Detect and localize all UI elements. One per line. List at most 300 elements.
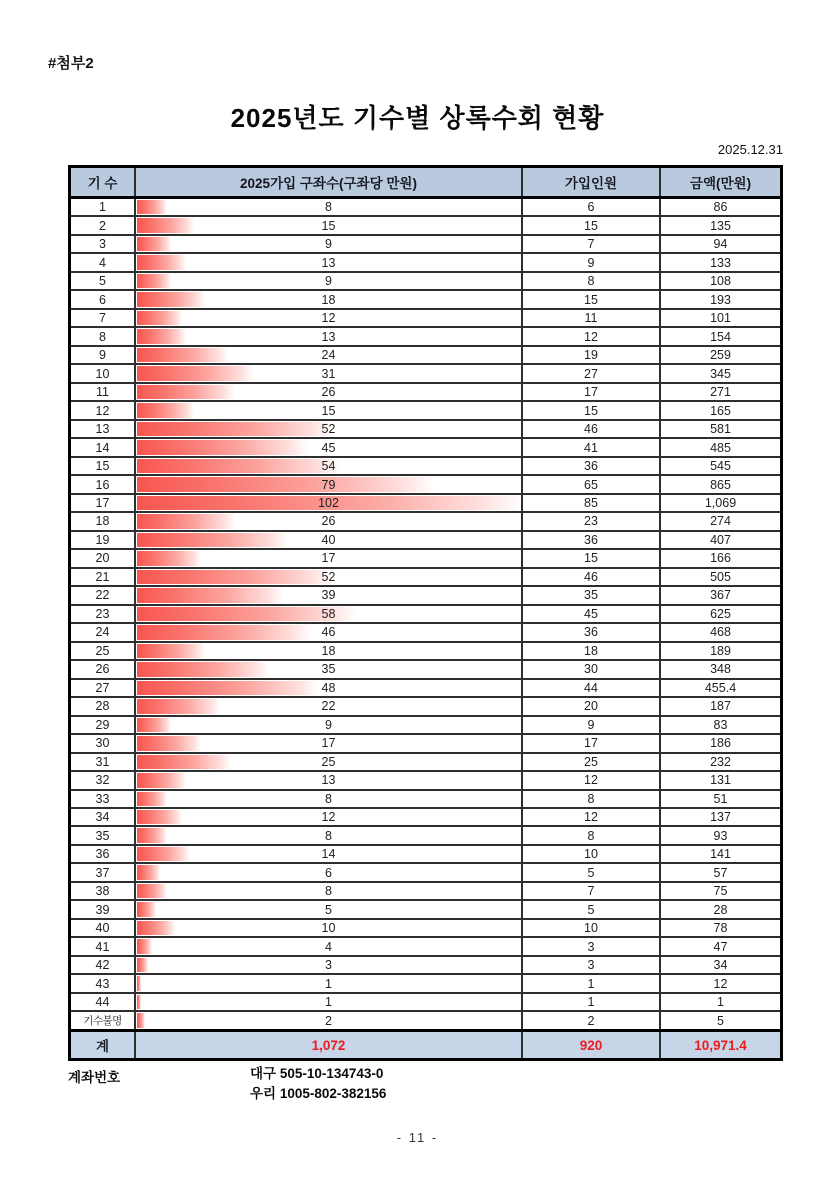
accounts-value: 45 bbox=[321, 440, 336, 455]
accounts-cell bbox=[136, 495, 523, 511]
total-members: 920 bbox=[523, 1032, 661, 1058]
table-row bbox=[71, 994, 780, 1012]
accounts-cell bbox=[136, 569, 523, 585]
members-cell: 36 bbox=[523, 458, 661, 474]
accounts-cell bbox=[136, 550, 523, 566]
members-cell: 45 bbox=[523, 606, 661, 622]
amount-cell: 367 bbox=[710, 588, 731, 603]
accounts-value: 9 bbox=[325, 274, 332, 289]
accounts-bar bbox=[137, 681, 318, 695]
members-cell: 8 bbox=[523, 273, 661, 289]
amount-cell: 108 bbox=[710, 274, 731, 289]
table-row bbox=[71, 439, 780, 457]
accounts-bar bbox=[137, 847, 190, 861]
accounts-value: 40 bbox=[321, 532, 336, 547]
amount-cell: 34 bbox=[713, 958, 728, 973]
members-cell: 1 bbox=[523, 975, 661, 991]
members-cell: 35 bbox=[523, 587, 661, 603]
class-number-cell: 44 bbox=[71, 994, 136, 1010]
table-row bbox=[71, 273, 780, 291]
members-cell: 12 bbox=[523, 772, 661, 788]
table-row bbox=[71, 827, 780, 845]
accounts-value: 9 bbox=[325, 717, 332, 732]
table-row bbox=[71, 236, 780, 254]
table-row bbox=[71, 310, 780, 328]
members-cell: 9 bbox=[523, 254, 661, 270]
class-number-cell: 30 bbox=[71, 735, 136, 751]
accounts-cell bbox=[136, 698, 523, 714]
accounts-bar bbox=[137, 625, 311, 639]
class-number-cell: 34 bbox=[71, 809, 136, 825]
class-number-cell: 37 bbox=[71, 864, 136, 880]
header-amount: 금액(만원) bbox=[689, 176, 752, 191]
accounts-bar bbox=[137, 477, 435, 491]
table-row bbox=[71, 920, 780, 938]
amount-cell: 141 bbox=[710, 847, 731, 862]
accounts-value: 9 bbox=[325, 237, 332, 252]
members-cell: 7 bbox=[523, 883, 661, 899]
class-number-cell: 19 bbox=[71, 532, 136, 548]
account-numbers bbox=[250, 1064, 386, 1104]
accounts-value: 18 bbox=[321, 643, 336, 658]
amount-cell: 271 bbox=[710, 385, 731, 400]
accounts-bar bbox=[137, 921, 175, 935]
accounts-value: 12 bbox=[321, 311, 336, 326]
accounts-bar bbox=[137, 1013, 145, 1027]
amount-cell: 259 bbox=[710, 348, 731, 363]
amount-cell: 57 bbox=[713, 865, 728, 880]
accounts-value: 8 bbox=[325, 791, 332, 806]
table-row bbox=[71, 365, 780, 383]
amount-cell: 581 bbox=[710, 422, 731, 437]
accounts-value: 26 bbox=[321, 514, 336, 529]
amount-cell: 274 bbox=[710, 514, 731, 529]
members-cell: 5 bbox=[523, 901, 661, 917]
accounts-cell bbox=[136, 476, 523, 492]
accounts-bar bbox=[137, 995, 141, 1009]
accounts-bar bbox=[137, 570, 333, 584]
accounts-bar bbox=[137, 255, 186, 269]
table-row bbox=[71, 864, 780, 882]
accounts-cell bbox=[136, 273, 523, 289]
table-row bbox=[71, 698, 780, 716]
accounts-cell bbox=[136, 291, 523, 307]
accounts-value: 6 bbox=[325, 865, 332, 880]
members-cell: 19 bbox=[523, 347, 661, 363]
accounts-bar bbox=[137, 865, 160, 879]
amount-cell: 345 bbox=[710, 366, 731, 381]
class-number-cell: 35 bbox=[71, 827, 136, 843]
accounts-cell bbox=[136, 957, 523, 973]
accounts-cell bbox=[136, 864, 523, 880]
amount-cell: 232 bbox=[710, 754, 731, 769]
class-number-cell: 40 bbox=[71, 920, 136, 936]
accounts-bar bbox=[137, 385, 235, 399]
members-cell: 10 bbox=[523, 920, 661, 936]
accounts-value: 15 bbox=[321, 403, 336, 418]
amount-cell: 468 bbox=[710, 625, 731, 640]
amount-cell: 187 bbox=[710, 699, 731, 714]
members-cell: 11 bbox=[523, 310, 661, 326]
accounts-bar bbox=[137, 792, 167, 806]
amount-cell: 28 bbox=[713, 902, 728, 917]
class-number-cell: 20 bbox=[71, 550, 136, 566]
accounts-cell bbox=[136, 347, 523, 363]
accounts-bar bbox=[137, 958, 148, 972]
account-number-label: 계좌번호 bbox=[68, 1070, 121, 1085]
accounts-cell bbox=[136, 365, 523, 381]
accounts-value: 17 bbox=[321, 551, 336, 566]
amount-cell: 135 bbox=[710, 218, 731, 233]
amount-cell: 78 bbox=[713, 921, 728, 936]
accounts-cell bbox=[136, 328, 523, 344]
accounts-bar bbox=[137, 644, 205, 658]
class-number-cell: 기수불명 bbox=[71, 1012, 136, 1028]
table-header-row bbox=[71, 168, 780, 199]
members-cell: 23 bbox=[523, 513, 661, 529]
class-number-cell: 8 bbox=[71, 328, 136, 344]
class-number-cell: 41 bbox=[71, 938, 136, 954]
accounts-value: 15 bbox=[321, 218, 336, 233]
accounts-bar bbox=[137, 939, 152, 953]
members-cell: 27 bbox=[523, 365, 661, 381]
members-cell: 17 bbox=[523, 735, 661, 751]
table-row bbox=[71, 624, 780, 642]
accounts-value: 52 bbox=[321, 569, 336, 584]
accounts-cell bbox=[136, 717, 523, 733]
table-row bbox=[71, 254, 780, 272]
class-number-cell: 28 bbox=[71, 698, 136, 714]
accounts-value: 31 bbox=[321, 366, 336, 381]
amount-cell: 75 bbox=[713, 884, 728, 899]
class-number-cell: 5 bbox=[71, 273, 136, 289]
class-number-cell: 15 bbox=[71, 458, 136, 474]
class-number-cell: 27 bbox=[71, 680, 136, 696]
table-total-row bbox=[71, 1029, 780, 1058]
class-number-cell: 22 bbox=[71, 587, 136, 603]
accounts-cell bbox=[136, 809, 523, 825]
accounts-value: 2 bbox=[325, 1013, 332, 1028]
accounts-bar bbox=[137, 366, 254, 380]
table-row bbox=[71, 809, 780, 827]
amount-cell: 455.4 bbox=[704, 680, 737, 695]
amount-cell: 545 bbox=[710, 459, 731, 474]
accounts-bar bbox=[137, 514, 235, 528]
accounts-value: 39 bbox=[321, 588, 336, 603]
amount-cell: 166 bbox=[710, 551, 731, 566]
accounts-cell bbox=[136, 587, 523, 603]
accounts-bar bbox=[137, 736, 201, 750]
accounts-bar bbox=[137, 551, 201, 565]
amount-cell: 348 bbox=[710, 662, 731, 677]
total-label: 계 bbox=[71, 1032, 136, 1058]
table-row bbox=[71, 569, 780, 587]
table-row bbox=[71, 938, 780, 956]
members-cell: 65 bbox=[523, 476, 661, 492]
accounts-bar bbox=[137, 200, 167, 214]
accounts-cell bbox=[136, 384, 523, 400]
table-row bbox=[71, 957, 780, 975]
accounts-bar bbox=[137, 773, 186, 787]
accounts-value: 4 bbox=[325, 939, 332, 954]
accounts-cell bbox=[136, 975, 523, 991]
accounts-bar bbox=[137, 403, 194, 417]
accounts-value: 1 bbox=[325, 995, 332, 1010]
accounts-value: 46 bbox=[321, 625, 336, 640]
class-number-cell: 4 bbox=[71, 254, 136, 270]
table-row bbox=[71, 975, 780, 993]
table-row bbox=[71, 421, 780, 439]
table-row bbox=[71, 495, 780, 513]
accounts-value: 13 bbox=[321, 329, 336, 344]
members-cell: 12 bbox=[523, 328, 661, 344]
table-row bbox=[71, 347, 780, 365]
class-number-cell: 9 bbox=[71, 347, 136, 363]
table-row bbox=[71, 717, 780, 735]
accounts-bar bbox=[137, 699, 220, 713]
accounts-value: 18 bbox=[321, 292, 336, 307]
amount-cell: 625 bbox=[710, 606, 731, 621]
class-number-cell: 32 bbox=[71, 772, 136, 788]
table-row bbox=[71, 735, 780, 753]
class-number-cell: 33 bbox=[71, 791, 136, 807]
accounts-cell bbox=[136, 532, 523, 548]
accounts-cell bbox=[136, 643, 523, 659]
members-cell: 2 bbox=[523, 1012, 661, 1028]
accounts-value: 14 bbox=[321, 847, 336, 862]
accounts-cell bbox=[136, 199, 523, 215]
accounts-value: 58 bbox=[321, 606, 336, 621]
accounts-cell bbox=[136, 772, 523, 788]
accounts-cell bbox=[136, 624, 523, 640]
accounts-bar bbox=[137, 459, 341, 473]
accounts-value: 48 bbox=[321, 680, 336, 695]
accounts-cell bbox=[136, 791, 523, 807]
accounts-cell bbox=[136, 254, 523, 270]
members-cell: 8 bbox=[523, 827, 661, 843]
accounts-value: 79 bbox=[321, 477, 336, 492]
table-row bbox=[71, 587, 780, 605]
amount-cell: 1,069 bbox=[704, 495, 737, 510]
accounts-value: 102 bbox=[318, 495, 339, 510]
members-cell: 15 bbox=[523, 217, 661, 233]
accounts-cell bbox=[136, 938, 523, 954]
table-row bbox=[71, 901, 780, 919]
amount-cell: 47 bbox=[713, 939, 728, 954]
total-accounts: 1,072 bbox=[136, 1032, 523, 1058]
amount-cell: 189 bbox=[710, 643, 731, 658]
header-members: 가입인원 bbox=[523, 168, 661, 196]
accounts-bar bbox=[137, 311, 182, 325]
amount-cell: 83 bbox=[713, 717, 728, 732]
amount-cell: 12 bbox=[713, 976, 728, 991]
class-number-cell: 18 bbox=[71, 513, 136, 529]
members-cell: 7 bbox=[523, 236, 661, 252]
accounts-value: 8 bbox=[325, 200, 332, 215]
amount-cell: 133 bbox=[710, 255, 731, 270]
amount-cell: 186 bbox=[710, 736, 731, 751]
accounts-cell bbox=[136, 846, 523, 862]
accounts-value: 24 bbox=[321, 348, 336, 363]
amount-cell: 1 bbox=[717, 995, 724, 1010]
table-row bbox=[71, 1012, 780, 1028]
accounts-cell bbox=[136, 421, 523, 437]
table-row bbox=[71, 476, 780, 494]
table-row bbox=[71, 643, 780, 661]
table-body bbox=[71, 199, 780, 1029]
table-row bbox=[71, 791, 780, 809]
table-row bbox=[71, 772, 780, 790]
table-row bbox=[71, 550, 780, 568]
class-number-cell: 1 bbox=[71, 199, 136, 215]
members-cell: 15 bbox=[523, 550, 661, 566]
class-number-cell: 39 bbox=[71, 901, 136, 917]
accounts-cell bbox=[136, 920, 523, 936]
accounts-bar bbox=[137, 588, 284, 602]
accounts-bar bbox=[137, 662, 269, 676]
members-cell: 30 bbox=[523, 661, 661, 677]
amount-cell: 154 bbox=[710, 329, 731, 344]
members-cell: 10 bbox=[523, 846, 661, 862]
accounts-bar bbox=[137, 828, 167, 842]
table-row bbox=[71, 384, 780, 402]
amount-cell: 137 bbox=[710, 810, 731, 825]
amount-cell: 865 bbox=[710, 477, 731, 492]
accounts-value: 10 bbox=[321, 921, 336, 936]
members-cell: 36 bbox=[523, 532, 661, 548]
amount-cell: 93 bbox=[713, 828, 728, 843]
class-number-cell: 26 bbox=[71, 661, 136, 677]
members-cell: 41 bbox=[523, 439, 661, 455]
members-cell: 46 bbox=[523, 569, 661, 585]
account-number-woori: 우리 1005-802-382156 bbox=[250, 1086, 387, 1101]
accounts-bar bbox=[137, 292, 205, 306]
accounts-bar bbox=[137, 422, 333, 436]
accounts-value: 8 bbox=[325, 828, 332, 843]
accounts-cell bbox=[136, 661, 523, 677]
members-cell: 8 bbox=[523, 791, 661, 807]
class-number-cell: 38 bbox=[71, 883, 136, 899]
class-number-cell: 6 bbox=[71, 291, 136, 307]
accounts-bar bbox=[137, 440, 307, 454]
amount-cell: 5 bbox=[717, 1013, 724, 1028]
class-number-cell: 16 bbox=[71, 476, 136, 492]
amount-cell: 505 bbox=[710, 569, 731, 584]
total-amount: 10,971.4 bbox=[694, 1037, 747, 1053]
accounts-cell bbox=[136, 310, 523, 326]
class-number-cell: 11 bbox=[71, 384, 136, 400]
accounts-value: 1 bbox=[325, 976, 332, 991]
class-number-cell: 12 bbox=[71, 402, 136, 418]
accounts-cell bbox=[136, 236, 523, 252]
class-number-cell: 17 bbox=[71, 495, 136, 511]
table-row bbox=[71, 883, 780, 901]
members-cell: 36 bbox=[523, 624, 661, 640]
amount-cell: 94 bbox=[713, 237, 728, 252]
members-cell: 44 bbox=[523, 680, 661, 696]
class-number-cell: 29 bbox=[71, 717, 136, 733]
accounts-bar bbox=[137, 329, 186, 343]
table-row bbox=[71, 458, 780, 476]
class-number-cell: 14 bbox=[71, 439, 136, 455]
accounts-bar bbox=[137, 218, 194, 232]
accounts-cell bbox=[136, 402, 523, 418]
class-number-cell: 31 bbox=[71, 754, 136, 770]
accounts-value: 22 bbox=[321, 699, 336, 714]
class-number-cell: 3 bbox=[71, 236, 136, 252]
accounts-value: 17 bbox=[321, 736, 336, 751]
accounts-cell bbox=[136, 680, 523, 696]
class-number-cell: 43 bbox=[71, 975, 136, 991]
accounts-bar bbox=[137, 237, 171, 251]
members-cell: 15 bbox=[523, 402, 661, 418]
accounts-value: 52 bbox=[321, 422, 336, 437]
table-row bbox=[71, 513, 780, 531]
accounts-bar bbox=[137, 976, 141, 990]
members-cell: 25 bbox=[523, 754, 661, 770]
accounts-value: 13 bbox=[321, 773, 336, 788]
accounts-bar bbox=[137, 902, 156, 916]
class-number-cell: 24 bbox=[71, 624, 136, 640]
class-number-cell: 23 bbox=[71, 606, 136, 622]
accounts-cell bbox=[136, 754, 523, 770]
status-table bbox=[68, 165, 783, 1061]
account-number-daegu: 대구 505-10-134743-0 bbox=[250, 1066, 384, 1081]
members-cell: 20 bbox=[523, 698, 661, 714]
amount-cell: 193 bbox=[710, 292, 731, 307]
accounts-bar bbox=[137, 755, 231, 769]
members-cell: 9 bbox=[523, 717, 661, 733]
accounts-value: 5 bbox=[325, 902, 332, 917]
accounts-value: 35 bbox=[321, 662, 336, 677]
class-number-cell: 25 bbox=[71, 643, 136, 659]
accounts-cell bbox=[136, 217, 523, 233]
table-row bbox=[71, 217, 780, 235]
table-row bbox=[71, 402, 780, 420]
amount-cell: 86 bbox=[713, 200, 728, 215]
accounts-value: 8 bbox=[325, 884, 332, 899]
accounts-cell bbox=[136, 513, 523, 529]
members-cell: 3 bbox=[523, 957, 661, 973]
members-cell: 12 bbox=[523, 809, 661, 825]
accounts-bar bbox=[137, 884, 167, 898]
table-row bbox=[71, 846, 780, 864]
accounts-value: 26 bbox=[321, 385, 336, 400]
table-row bbox=[71, 754, 780, 772]
accounts-cell bbox=[136, 994, 523, 1010]
accounts-cell bbox=[136, 883, 523, 899]
table-row bbox=[71, 532, 780, 550]
members-cell: 15 bbox=[523, 291, 661, 307]
class-number-cell: 36 bbox=[71, 846, 136, 862]
amount-cell: 51 bbox=[713, 791, 728, 806]
class-number-cell: 13 bbox=[71, 421, 136, 437]
members-cell: 46 bbox=[523, 421, 661, 437]
members-cell: 5 bbox=[523, 864, 661, 880]
amount-cell: 101 bbox=[710, 311, 731, 326]
accounts-value: 12 bbox=[321, 810, 336, 825]
accounts-value: 3 bbox=[325, 958, 332, 973]
header-class-number: 기 수 bbox=[71, 168, 136, 196]
class-number-cell: 7 bbox=[71, 310, 136, 326]
table-row bbox=[71, 328, 780, 346]
accounts-cell bbox=[136, 1012, 523, 1028]
accounts-value: 13 bbox=[321, 255, 336, 270]
accounts-bar bbox=[137, 348, 228, 362]
members-cell: 85 bbox=[523, 495, 661, 511]
accounts-bar bbox=[137, 274, 171, 288]
accounts-bar bbox=[137, 533, 288, 547]
